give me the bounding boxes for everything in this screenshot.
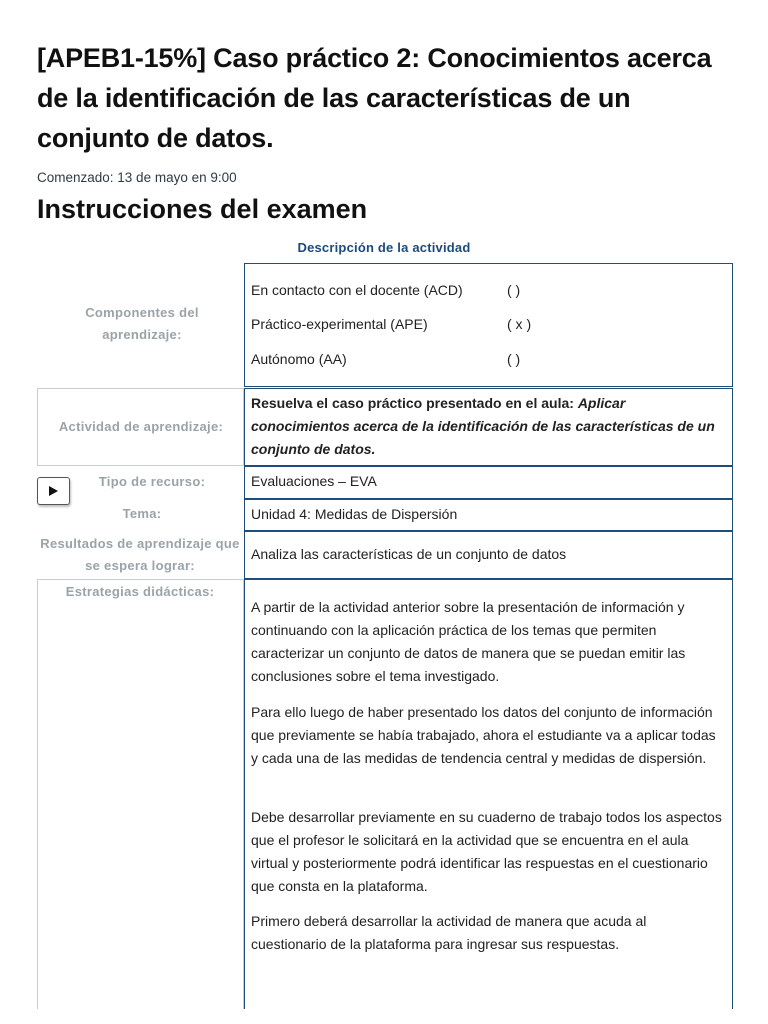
estrategias-paragraph: A partir de la actividad anterior sobre la presentación de información y continuando con la aplicación práctica de los temas que permiten caracterizar un conjunto de datos de manera que se puedan emitir las conclusiones sobre el tema investigado. <box>251 599 686 684</box>
estrategias-label-cell <box>37 579 244 1009</box>
started-timestamp: Comenzado: 13 de mayo en 9:00 <box>37 170 237 185</box>
estrategias-label: Estrategias didácticas: <box>65 584 215 599</box>
estrategias-paragraph: Primero deberá desarrollar la actividad de manera que acuda al cuestionario de la plataforma para ingresar sus respuestas. <box>251 913 647 952</box>
componente-mark-ape: ( x ) <box>507 316 532 332</box>
componentes-label: Componentes del aprendizaje: <box>85 305 199 342</box>
instructions-heading: Instrucciones del examen <box>37 194 368 224</box>
tema-value: Unidad 4: Medidas de Dispersión <box>251 506 458 522</box>
estrategias-paragraph: Para ello luego de haber presentado los datos del conjunto de información que previamente se había trabajado, ahora el estudiante va a aplicar todas y cada una de las medidas de tendencia central y medidas de dispersión. <box>251 704 716 766</box>
resultados-label: Resultados de aprendizaje que se espera lograr: <box>40 536 240 573</box>
actividad-label: Actividad de aprendizaje: <box>58 419 224 434</box>
actividad-italic-text: Aplicar conocimientos acerca de la identificación de las características de un conjunto de datos. <box>251 395 715 457</box>
tema-label: Tema: <box>122 506 162 521</box>
play-button[interactable] <box>37 477 70 505</box>
actividad-bold-text: Resuelva el caso práctico presentado en el aula: <box>251 395 578 411</box>
tipo-recurso-label: Tipo de recurso: <box>98 474 206 489</box>
componente-mark-aa: ( ) <box>507 351 521 367</box>
componente-option-acd: En contacto con el docente (ACD) <box>251 282 463 298</box>
page-title: [APEB1-15%] Caso práctico 2: Conocimientos acerca de la identificación de las características de un conjunto de datos. <box>37 43 712 153</box>
actividad-value <box>251 392 727 461</box>
componente-option-aa: Autónomo (AA) <box>251 351 347 367</box>
componente-mark-acd: ( ) <box>507 282 521 298</box>
resultados-value: Analiza las características de un conjunto de datos <box>251 546 567 562</box>
play-icon <box>49 486 58 496</box>
table-caption: Descripción de la actividad <box>297 240 471 255</box>
tipo-recurso-value: Evaluaciones – EVA <box>251 473 377 489</box>
estrategias-paragraph: Debe desarrollar previamente en su cuaderno de trabajo todos los aspectos que el profesor le solicitará en la actividad que se encuentra en el aula virtual y posteriormente podrá identificar las respuestas en el cuestionario que consta en la plataforma. <box>251 809 722 894</box>
componente-option-ape: Práctico-experimental (APE) <box>251 316 428 332</box>
